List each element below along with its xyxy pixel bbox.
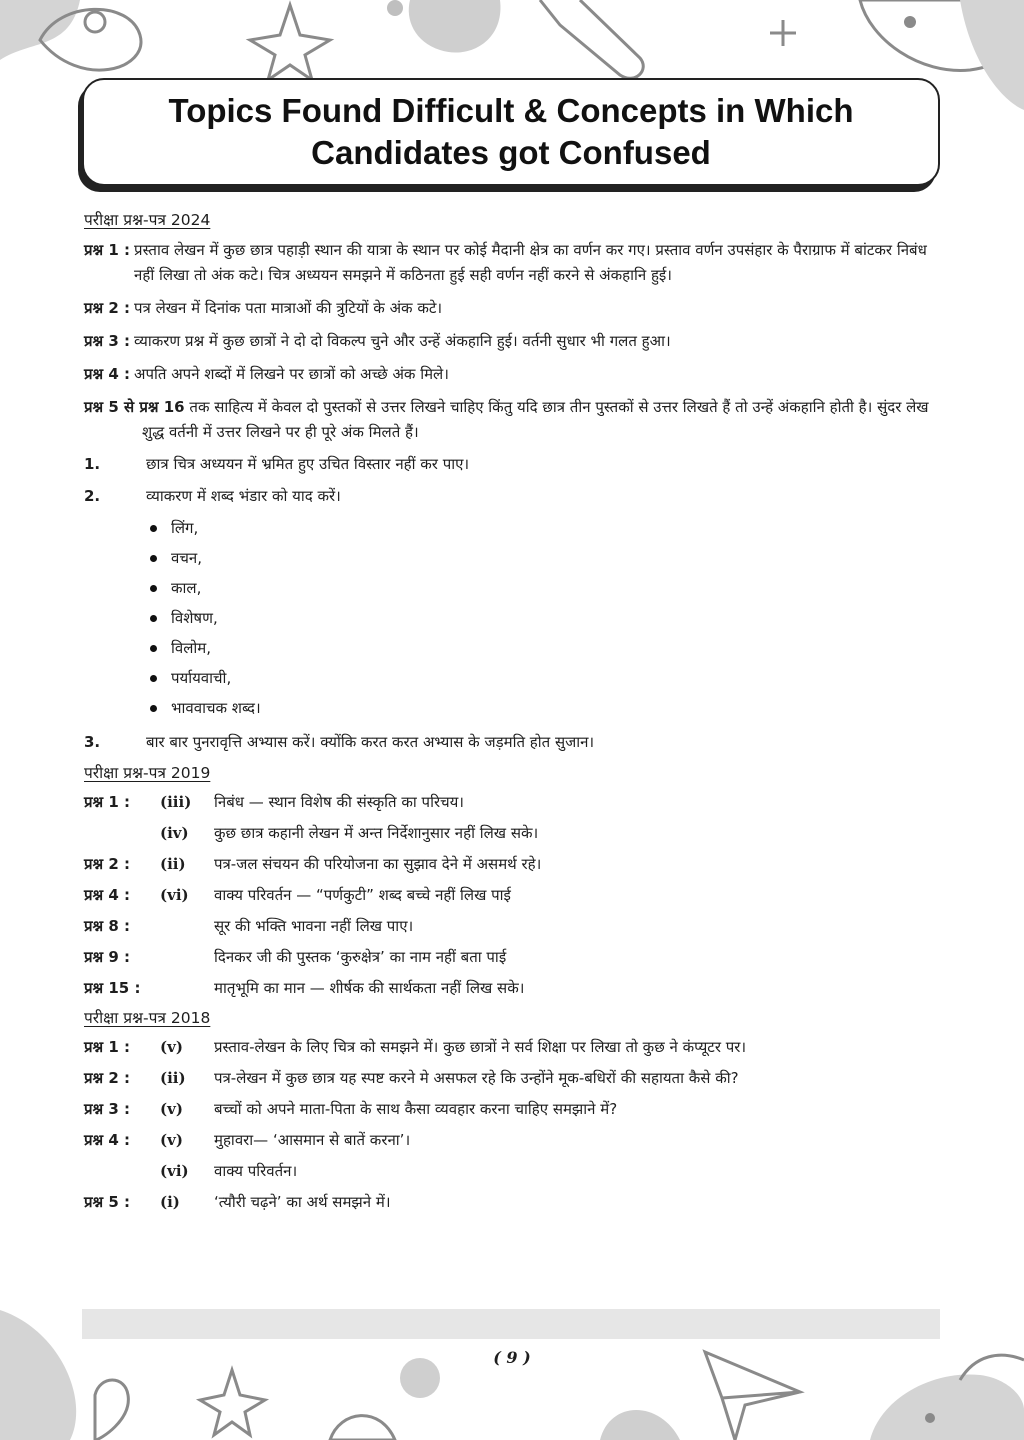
question-label: प्रश्न 3 : <box>84 1100 131 1118</box>
table-row <box>84 1035 942 1059</box>
table-row <box>84 852 942 876</box>
sub-part-label: (ii) <box>160 1069 186 1087</box>
question-label: प्रश्न 4 : <box>84 365 131 383</box>
question-text: अपति अपने शब्दों में लिखने पर छात्रों को अच्छे अंक मिले। <box>134 365 449 383</box>
numbered-item <box>84 484 942 509</box>
bottom-right-robot-doodle <box>870 1355 1024 1440</box>
blob-shape <box>409 0 501 53</box>
question-label: प्रश्न 8 : <box>84 917 131 935</box>
question-label: प्रश्न 4 : <box>84 886 131 904</box>
title-box <box>82 78 940 186</box>
sub-part-label: (ii) <box>160 855 186 873</box>
question-text: पत्र लेखन में दिनांक पता मात्राओं की त्रुटियों के अंक कटे। <box>134 299 443 317</box>
question-item <box>84 296 942 321</box>
list-item <box>150 573 942 603</box>
row-text: ‘त्यौरी चढ़ने’ का अर्थ समझने में। <box>214 1193 391 1211</box>
list-item <box>150 663 942 693</box>
list-item-text: काल, <box>171 579 202 597</box>
row-text: वाक्य परिवर्तन — “पर्णकुटी” शब्द बच्चे नहीं लिख पाई <box>214 886 511 904</box>
star-doodle <box>250 5 330 80</box>
list-item-text: विशेषण, <box>171 609 218 627</box>
pen-doodle <box>540 0 643 78</box>
bullet-icon <box>150 615 157 622</box>
row-text: सूर की भक्ति भावना नहीं लिख पाए। <box>214 917 414 935</box>
bullet-icon <box>150 525 157 532</box>
question-label: प्रश्न 2 : <box>84 855 131 873</box>
blob-shape <box>387 0 403 16</box>
section-heading-2019: परीक्षा प्रश्न-पत्र 2019 <box>84 764 211 782</box>
question-text: तक साहित्य में केवल दो पुस्तकों से उत्तर लिखने चाहिए किंतु यदि छात्र तीन पुस्तकों से उत्तर लिखते हैं तो उन्हें अंकहानि होती है। सुंदर लेख शुद्ध वर्तनी में उत्तर लिखने पर ही पूरे अंक मिलते हैं। <box>142 398 929 441</box>
question-item <box>84 362 942 387</box>
list-item-text: लिंग, <box>171 519 199 537</box>
question-label: प्रश्न 15 : <box>84 979 141 997</box>
row-text: पत्र-लेखन में कुछ छात्र यह स्पष्ट करने मे असफल रहे कि उन्होंने मूक-बधिरों की सहायता कैसे की? <box>214 1069 739 1087</box>
top-left-blob-shape <box>0 0 141 70</box>
table-row <box>84 821 942 845</box>
table-row <box>84 1128 942 1152</box>
bullet-list <box>84 513 942 723</box>
question-label <box>84 821 160 845</box>
row-text: वाक्य परिवर्तन। <box>214 1162 298 1180</box>
section-heading-2024: परीक्षा प्रश्न-पत्र 2024 <box>84 211 211 229</box>
sub-part-label <box>160 976 214 1000</box>
section-heading-2018: परीक्षा प्रश्न-पत्र 2018 <box>84 1009 211 1027</box>
question-item <box>84 238 942 288</box>
question-label: प्रश्न 2 : <box>84 1069 131 1087</box>
list-item <box>150 513 942 543</box>
question-label: प्रश्न 1 : <box>84 241 131 259</box>
question-text: प्रस्ताव लेखन में कुछ छात्र पहाड़ी स्थान की यात्रा के स्थान पर कोई मैदानी क्षेत्र का वर्णन कर गए। प्रस्ताव वर्णन उपसंहार के पैराग्राफ में बांटकर निबंध नहीं लिखा तो अंक कटे। चित्र अध्ययन समझने में कठिनता हुई सही वर्णन नहीं करने से अंकहानि हुई। <box>134 241 927 284</box>
sub-part-label: (vi) <box>160 886 189 904</box>
page-title-line-2: Candidates got Confused <box>311 134 711 171</box>
blob-shape <box>330 1416 395 1440</box>
question-label <box>84 1159 160 1183</box>
sub-part-label <box>160 945 214 969</box>
question-label: प्रश्न 5 : <box>84 1193 131 1211</box>
table-row <box>84 883 942 907</box>
question-label: प्रश्न 5 से प्रश्न 16 <box>84 398 185 416</box>
list-item <box>150 633 942 663</box>
sparkle-icon <box>770 20 796 46</box>
sub-part-label: (iv) <box>160 824 189 842</box>
question-label: प्रश्न 2 : <box>84 299 131 317</box>
sub-part-label: (iii) <box>160 793 192 811</box>
question-label: प्रश्न 9 : <box>84 948 131 966</box>
row-text: बच्चों को अपने माता-पिता के साथ कैसा व्यवहार करना चाहिए समझाने में? <box>214 1100 618 1118</box>
footer-bar <box>82 1309 940 1339</box>
row-text: निबंध — स्थान विशेष की संस्कृति का परिचय। <box>214 793 464 811</box>
table-row <box>84 1159 942 1183</box>
row-text: मातृभूमि का मान — शीर्षक की सार्थकता नहीं लिख सके। <box>214 979 525 997</box>
question-label: प्रश्न 4 : <box>84 1131 131 1149</box>
list-item <box>150 693 942 723</box>
table-row <box>84 1097 942 1121</box>
page-title-line-1: Topics Found Difficult & Concepts in Which <box>168 92 854 129</box>
page-number: ( 9 ) <box>493 1348 531 1367</box>
table-row <box>84 1066 942 1090</box>
numbered-item <box>84 730 942 755</box>
bullet-icon <box>150 555 157 562</box>
blob-shape <box>600 1410 680 1440</box>
bullet-icon <box>150 675 157 682</box>
list-item-text: वचन, <box>171 549 202 567</box>
bullet-icon <box>150 645 157 652</box>
star-doodle <box>200 1370 265 1435</box>
sub-part-label: (v) <box>160 1100 183 1118</box>
sub-part-label: (vi) <box>160 1162 189 1180</box>
table-row <box>84 976 942 1000</box>
list-item <box>150 543 942 573</box>
table-row <box>84 945 942 969</box>
table-row <box>84 914 942 938</box>
table-row <box>84 790 942 814</box>
bullet-icon <box>150 705 157 712</box>
list-item <box>150 603 942 633</box>
item-text: छात्र चित्र अध्ययन में भ्रमित हुए उचित विस्तार नहीं कर पाए। <box>146 455 470 473</box>
row-text: दिनकर जी की पुस्तक ‘कुरुक्षेत्र’ का नाम नहीं बता पाई <box>214 948 507 966</box>
item-text: व्याकरण में शब्द भंडार को याद करें। <box>146 487 341 505</box>
sub-part-label: (i) <box>160 1193 180 1211</box>
question-label: प्रश्न 1 : <box>84 1038 131 1056</box>
table-row <box>84 1190 942 1214</box>
list-item-text: विलोम, <box>171 639 212 657</box>
list-item-text: भाववाचक शब्द। <box>171 699 261 717</box>
question-item <box>84 395 942 445</box>
item-number: 1. <box>84 455 101 473</box>
question-label: प्रश्न 1 : <box>84 793 131 811</box>
numbered-item <box>84 452 942 477</box>
sub-part-label: (v) <box>160 1131 183 1149</box>
main-content <box>84 206 942 1214</box>
item-number: 3. <box>84 733 101 751</box>
row-text: प्रस्ताव-लेखन के लिए चित्र को समझने में। कुछ छात्रों ने सर्व शिक्षा पर लिखा तो कुछ ने कंप्यूटर पर। <box>214 1038 747 1056</box>
question-item <box>84 329 942 354</box>
row-text: कुछ छात्र कहानी लेखन में अन्त निर्देशानुसार नहीं लिख सके। <box>214 824 539 842</box>
list-item-text: पर्यायवाची, <box>171 669 232 687</box>
row-text: मुहावरा— ‘आसमान से बातें करना’। <box>214 1131 411 1149</box>
row-text: पत्र-जल संचयन की परियोजना का सुझाव देने में असमर्थ रहे। <box>214 855 542 873</box>
item-number: 2. <box>84 487 101 505</box>
item-text: बार बार पुनरावृत्ति अभ्यास करें। क्योंकि करत करत अभ्यास के जड़मति होत सुजान। <box>146 733 595 751</box>
sub-part-label <box>160 914 214 938</box>
question-label: प्रश्न 3 : <box>84 332 131 350</box>
question-text: व्याकरण प्रश्न में कुछ छात्रों ने दो दो विकल्प चुने और उन्हें अंकहानि हुई। वर्तनी सुधार भी गलत हुआ। <box>134 332 671 350</box>
bullet-icon <box>150 585 157 592</box>
sub-part-label: (v) <box>160 1038 183 1056</box>
